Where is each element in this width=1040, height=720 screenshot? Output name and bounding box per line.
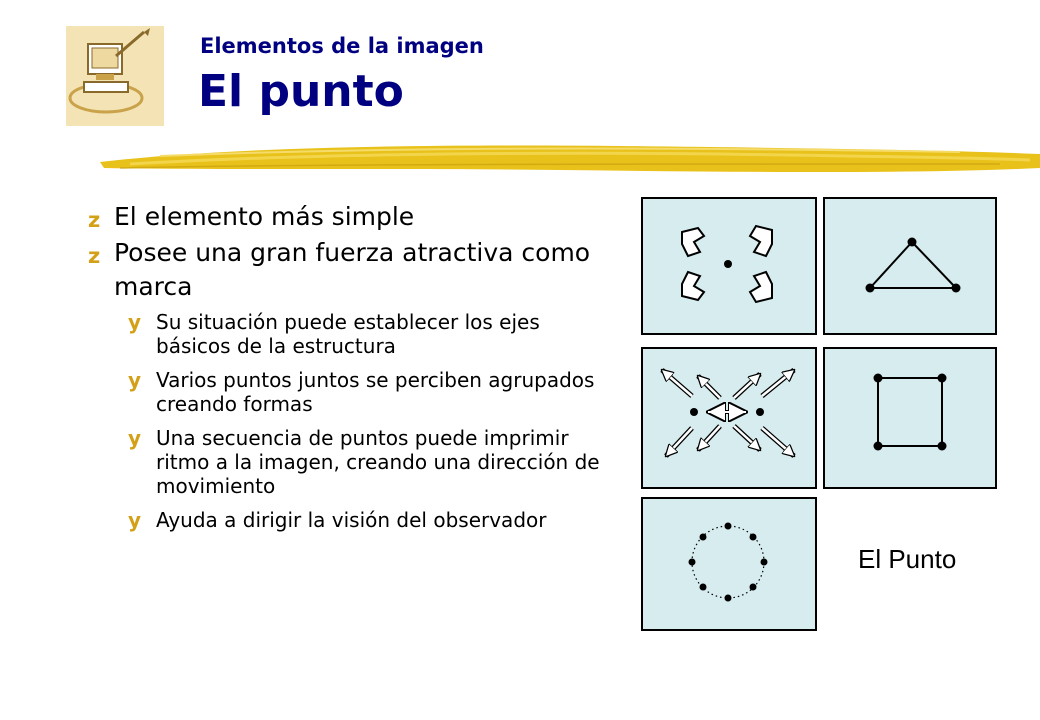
panel-square <box>824 348 996 488</box>
sub-bullet-text: Su situación puede establecer los ejes básicos de la estructura <box>156 310 540 358</box>
bullet-mark: z <box>88 208 101 232</box>
panel-converging-arrows <box>642 198 816 334</box>
sub-bullet-item <box>128 426 618 498</box>
slide-subtitle: Elementos de la imagen <box>200 34 484 58</box>
computer-painting-icon <box>66 26 164 126</box>
sub-bullet-item <box>128 310 618 358</box>
bullet-list <box>88 200 618 542</box>
figure-caption: El Punto <box>858 544 957 574</box>
clipart-logo <box>66 26 164 126</box>
sub-bullet-text: Ayuda a dirigir la visión del observador <box>156 508 547 532</box>
brush-stroke-divider <box>100 134 1040 180</box>
sub-bullet-text: Una secuencia de puntos puede imprimir ritmo a la imagen, creando una dirección de movimiento <box>156 426 600 498</box>
sub-bullet-mark: y <box>128 310 142 334</box>
bullet-text: Posee una gran fuerza atractiva como marca <box>114 238 591 301</box>
slide-title: El punto <box>198 66 404 117</box>
panel-triangle <box>824 198 996 334</box>
sub-bullet-mark: y <box>128 426 142 450</box>
point-examples-figure <box>636 192 1034 632</box>
sub-bullet-item <box>128 508 618 532</box>
panel-dotted-circle <box>642 498 816 630</box>
sub-bullet-mark: y <box>128 508 142 532</box>
sub-bullet-mark: y <box>128 368 142 392</box>
sub-bullet-item <box>128 368 618 416</box>
panel-diverging-arrows <box>642 348 816 488</box>
bullet-text: El elemento más simple <box>114 202 415 231</box>
bullet-mark: z <box>88 244 101 268</box>
sub-bullet-list <box>128 310 618 532</box>
sub-bullet-text: Varios puntos juntos se perciben agrupados creando formas <box>156 368 595 416</box>
bullet-item <box>88 200 618 234</box>
bullet-item <box>88 236 618 304</box>
